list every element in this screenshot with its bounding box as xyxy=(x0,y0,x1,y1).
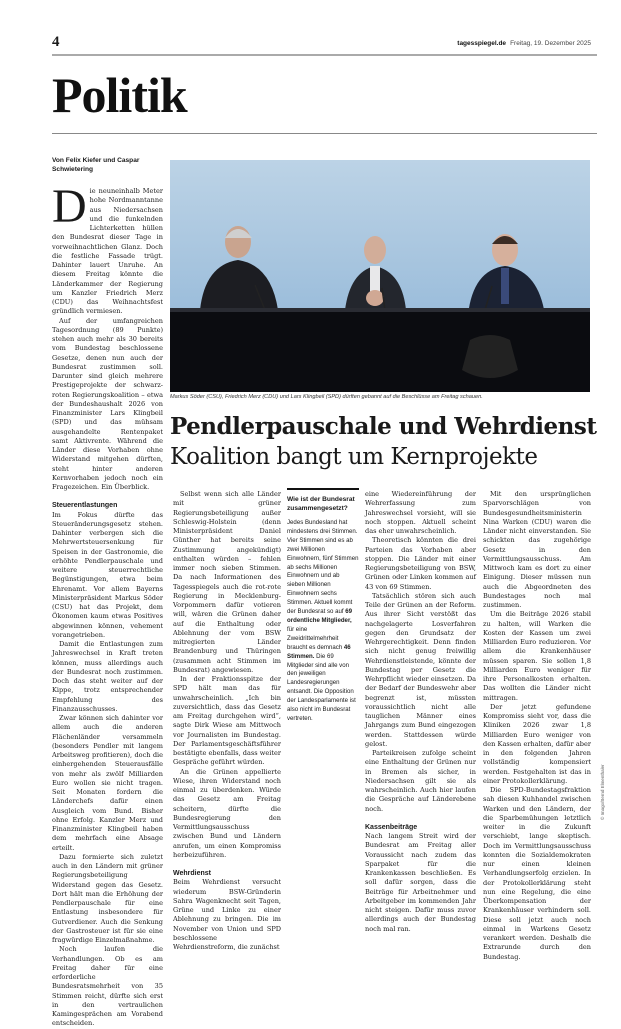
article-column-1 xyxy=(52,180,163,1029)
site-name[interactable]: tagesspiegel.de xyxy=(457,40,507,47)
paragraph: Um die Beiträge 2026 stabil zu halten, will Warken die Kosten der Kassen um zwei Milliarden Euro reduzieren. Vor allem die Krankenhäuser müssen sparen. Sie sollen 1,8 Milliarden Euro weniger für ihre Personalkosten erhalten. Das wollten die Länder nicht mittragen. xyxy=(483,610,591,702)
paragraph: eine Wiedereinführung der Wehrerfassung zum Jahreswechsel vorsieht, will sie noch stoppen. Aktuell scheint das eher unwahrscheinlich. xyxy=(365,490,476,535)
desk xyxy=(170,308,590,392)
info-box-rule xyxy=(287,488,359,490)
paragraph: Noch laufen die Verhandlungen. Ob es am Freitag daher für eine erforderliche Bundesratsmehrheit von 35 Stimmen reicht, dürfte sich erst in den vertraulichen Kamingesprächen am Vorabend entscheiden. xyxy=(52,945,163,1028)
paragraph: Beim Wehrdienst versucht wiederum BSW-Gründerin Sahra Wagenknecht seit Tagen, Grüne und Linke zu einer Ablehnung zu bringen. Die im November von Union und SPD beschlossene Wehrdienstreform, die zunächst xyxy=(173,878,281,951)
paragraph: Auf der umfangreichen Tagesordnung (89 Punkte) stehen auch mehr als 30 bereits vom Bundestag beschlossene Gesetze, denen nun auch der Bundesrat zustimmen soll. Darunter sind gleich mehrere Prestigeprojekte der schwarz-roten Regierungskoalition – etwa der Bundeshaushalt 2026 von Finanzminister Lars Klingbeil (SPD) und das mühsam ausgehandelte Rentenpaket samt Aktivrente. Während die Länder diese Vorhaben ohne Widerstand mitgehen dürften, steht hinter anderen Kernvorhaben jedoch noch ein Fragezeichen. Ein Überblick. xyxy=(52,316,163,491)
paragraph: Die SPD-Bundestagsfraktion sah diesen Kuhhandel zwischen Warken und den Ländern, der die Sparbemühungen letztlich weiter in die Zukunft verschiebt, lange skeptisch. Doch im Vermittlungsausschuss konnten die Sozialdemokraten nur einen kleinen Verhandlungserfolg erzielen. In der Protokollerklärung steht nun eine Regelung, die eine Überkompensation der Krankenhäuser verhindern soll. Diese soll jetzt auch noch einmal in Warkens Gesetz verankert werden. Deshalb die Extrarunde durch den Bundestag. xyxy=(483,786,591,961)
article-column-4 xyxy=(365,490,476,934)
photo-credit: © Imago/Bernd Elmenthaler xyxy=(600,764,605,820)
person-soeder xyxy=(200,226,278,310)
person-klingbeil xyxy=(468,234,545,315)
headline[interactable]: Pendlerpauschale und Wehrdienst xyxy=(170,413,597,440)
paragraph: Selbst wenn sich alle Länder mit grüner Regierungsbeteiligung außer Schleswig-Holstein (denn Ministerpräsident Daniel Günther hat bereits seine Zustimmung angekündigt) enthalten würden – fehlen immer noch sieben Stimmen. Da nach Informationen des Tagesspiegels auch die rot-rote Regierung in Mecklenburg-Vorpommern dafür votieren will, wären die Grünen daher auf die Enthaltung oder Ablehnung der vom BSW mitregierten Länder Brandenburg und Thüringen (zusammen acht Stimmen im Bundesrat) angewiesen. xyxy=(173,490,281,674)
paragraph: Zwar können sich dahinter vor allem auch die anderen Flächenländer versammeln (besonders Pendler mit langem Arbeitsweg profitieren), doch die einhergehenden Steuerausfälle von mehr als zwölf Milliarden Euro wollen sie nicht tragen. Seit Monaten fordern die Länderchefs dafür einen Ausgleich vom Bund. Bisher ohne Erfolg. Kanzler Merz und Finanzminister Klingbeil haben dem mehrfach eine Absage erteilt. xyxy=(52,714,163,852)
federal-eagle-icon xyxy=(462,335,518,378)
paragraph: Nach langem Streit wird der Bundesrat am Freitag aller Voraussicht nach zudem das Sparpaket für die Krankenkassen beschließen. Es soll dafür sorgen, dass die Beiträge für Arbeitnehmer und Arbeitgeber im kommenden Jahr nicht steigen. Dafür muss zuvor allerdings auch der Bundestag noch mal ran. xyxy=(365,832,476,933)
section-rule xyxy=(52,133,597,134)
article-photo[interactable] xyxy=(170,160,590,392)
paragraph: Tatsächlich stören sich auch Teile der Grünen an der Reform. Aus ihrer Sicht verstößt das nachgelagerte Losverfahren gegen den Grundsatz der Wehrgerechtigkeit. Denn finden sich nicht genug freiwillig Wehrdienstleistende, könnte der Bundestag per Gesetz die Wehrpflicht wieder einsetzen. Da der Bedarf der Bundeswehr aber begrenzt ist, müssten voraussichtlich nicht alle tauglichen Männer eines Jahrgangs zum Bund eingezogen werden. Stattdessen würde gelost. xyxy=(365,591,476,748)
intro-paragraph: Die neuneinhalb Meter hohe Nordmanntanne aus Niedersachsen und die funkelnden Lichterketten hüllen den Bundesrat dieser Tage in vorweihnachtlichen Glanz. Doch die festliche Fassade trügt. Dahinter lauert Unruhe. An diesem Freitag könnte die Länderkammer der Regierung um Kanzler Friedrich Merz (CDU) das Weihnachtsfest gründlich vermiesen. xyxy=(52,180,163,316)
paragraph: Theoretisch könnten die drei Parteien das Vorhaben aber stoppen. Die Länder mit einer Regierungsbeteiligung von BSW, Grünen oder Linken kommen auf 43 von 69 Stimmen. xyxy=(365,536,476,591)
byline: Von Felix Kiefer und Caspar Schwietering xyxy=(52,157,140,173)
subhead-wehrdienst: Wehrdienst xyxy=(173,870,211,877)
article-column-2 xyxy=(173,490,281,952)
paragraph: Mit den ursprünglichen Sparvorschlägen von Bundesgesundheitsministerin Nina Warken (CDU) waren die Länder nicht einverstanden. Sie schickten das zugehörige Gesetz in den Vermittlungsausschuss. Am Mittwoch kam es dort zu einer Einigung. Dieser müssen nun auch die Abgeordneten des Bundestages noch mal zustimmen. xyxy=(483,490,591,609)
info-box xyxy=(287,488,359,724)
info-box-title: Wie ist der Bundesrat zusammengesetzt? xyxy=(287,496,355,512)
subhead-kassen: Kassenbeiträge xyxy=(365,823,418,831)
politicians-press-conference-image xyxy=(170,160,590,392)
paragraph: Im Fokus dürfte das Steueränderungsgesetz stehen. Dahinter verbergen sich die Mehrwertsteuersenkung für Speisen in der Gastronomie, die erhöhte Pendlerpauschale und weitere steuerrechtliche Begünstigungen, etwa beim Ehrenamt. Vor allem Bayerns Ministerpräsident Markus Söder (CSU) hat das Projekt, dem Ökonomen kaum etwas Positives abgewinnen können, vehement vorangetrieben. xyxy=(52,510,163,639)
subhead-steuer: Steuerentlastungen xyxy=(52,502,118,510)
masthead xyxy=(457,40,591,47)
paragraph: An die Grünen appellierte Wiese, ihren Widerstand noch einmal zu überdenken. Würde das Gesetz am Freitag scheitern, dürfte die Bundesregierung den Vermittlungsausschuss zwischen Bund und Ländern anrufen, um einen Kompromiss herbeizuführen. xyxy=(173,767,281,859)
paragraph: Damit die Entlastungen zum Jahreswechsel in Kraft treten können, muss allerdings auch der Bundesrat noch zustimmen. Doch das steht weiter auf der Kippe, trotz entsprechender Empfehlung des Finanzausschusses. xyxy=(52,640,163,713)
drop-cap: D xyxy=(52,180,87,233)
header-rule xyxy=(52,54,597,56)
subheadline: Koalition bangt um Kernprojekte xyxy=(170,444,538,470)
paragraph: Der jetzt gefundene Kompromiss sieht vor, dass die Kliniken 2026 zwar 1,8 Milliarden Euro weniger von den Kassen erhalten, dafür aber in den folgenden Jahren vollständig kompensiert werden. Festgehalten ist das in einer Protokollerklärung. xyxy=(483,702,591,785)
person-merz xyxy=(345,236,406,310)
article-column-5 xyxy=(483,490,591,962)
section-title: Politik xyxy=(52,67,187,123)
photo-caption: Markus Söder (CSU), Friedrich Merz (CDU) und Lars Klingbeil (SPD) dürften gebannt auf die Beschlüsse am Freitag schauen. xyxy=(170,394,483,400)
paragraph: Dazu formierte sich zuletzt auch in den Ländern mit grüner Regierungsbeteiligung Widerstand gegen das Gesetz. Dort hält man die Erhöhung der Pendlerpauschale für eine Entlastung insbesondere für Gutverdiener. Auch die Senkung der Gastrosteuer ist für sie eine fragwürdige Einzelmaßnahme. xyxy=(52,852,163,944)
paragraph: In der Fraktionsspitze der SPD hält man das für unwahrscheinlich. „Ich bin zuversichtlich, dass das Gesetz am Freitag durchgehen wird“, sagte Dirk Wiese am Mittwoch vor Journalisten im Bundestag. Der Parlamentsgeschäftsführer bestätigte ebenfalls, dass weiter Gespräche geführt würden. xyxy=(173,675,281,767)
page-number: 4 xyxy=(52,34,60,50)
issue-date: Freitag, 19. Dezember 2025 xyxy=(510,40,591,47)
paragraph: Parteikreisen zufolge scheint eine Enthaltung der Grünen nur in Bremen als sicher, in Niedersachsen gilt sie als wahrscheinlich. Auch hier laufen die Gespräche auf Länderebene noch. xyxy=(365,749,476,813)
info-box-text: Jedes Bundesland hat mindestens drei Stimmen. Vier Stimmen sind es ab zwei Millionen Einwohnern, fünf Stimmen ab sechs Millionen Einwohnern und ab sieben Millionen Einwohnern sechs Stimmen. Aktuell kommt der Bundesrat so auf 69 ordentliche Mitglieder, für eine Zweidrittelmehrheit braucht es demnach 46 Stimmen. Die 69 Mitglieder sind alle von den jeweiligen Landesregierungen entsandt. Die Opposition der Landesparlamente ist also nicht im Bundesrat vertreten. xyxy=(287,519,359,722)
